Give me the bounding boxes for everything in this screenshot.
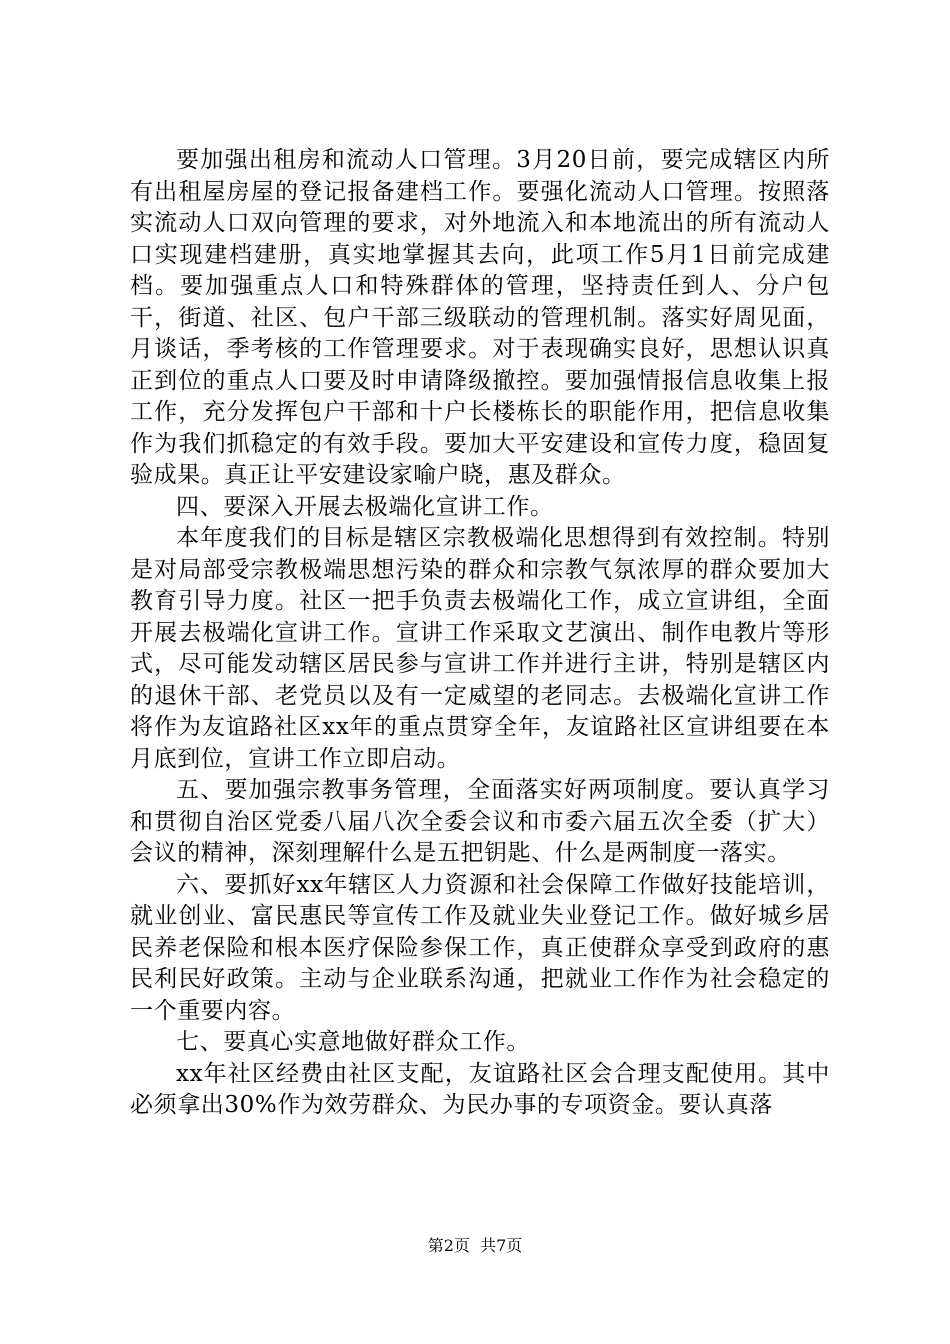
document-body xyxy=(130,145,830,1122)
paragraph-de-extremism: 本年度我们的目标是辖区宗教极端化思想得到有效控制。特别是对局部受宗教极端思想污染的群众和宗教气氛浓厚的群众要加大教育引导力度。社区一把手负责去极端化工作，成立宣讲组，全面开展去极端化宣讲工作。宣讲工作采取文艺演出、制作电教片等形式，尽可能发动辖区居民参与宣讲工作并进行主讲，特别是辖区内的退休干部、老党员以及有一定威望的老同志。去极端化宣讲工作将作为友谊路社区xx年的重点贯穿全年，友谊路社区宣讲组要在本月底到位，宣讲工作立即启动。 xyxy=(130,525,830,772)
heading-section-four: 四、要深入开展去极端化宣讲工作。 xyxy=(176,493,554,520)
paragraph-section-five: 五、要加强宗教事务管理，全面落实好两项制度。要认真学习和贯彻自治区党委八届八次全委会议和市委六届五次全委（扩大）会议的精神，深刻理解什么是五把钥匙、什么是两制度一落实。 xyxy=(130,777,830,866)
paragraph-section-six: 六、要抓好xx年辖区人力资源和社会保障工作做好技能培训，就业创业、富民惠民等宣传工作及就业失业登记工作。做好城乡居民养老保险和根本医疗保险参保工作，真正使群众享受到政府的惠民利民好政策。主动与企业联系沟通，把就业工作作为社会稳定的一个重要内容。 xyxy=(130,871,830,1024)
footer-separator xyxy=(470,1236,480,1255)
heading-section-seven: 七、要真心实意地做好群众工作。 xyxy=(176,1029,530,1055)
paragraph-rental-management: 要加强出租房和流动人口管理。3月20日前，要完成辖区内所有出租屋房屋的登记报备建档工作。要强化流动人口管理。按照落实流动人口双向管理的要求，对外地流入和本地流出的所有流动人口实现建档建册，真实地掌握其去向，此项工作5月1日前完成建档。要加强重点人口和特殊群体的管理，坚持责任到人、分户包干，街道、社区、包户干部三级联动的管理机制。落实好周见面，月谈话，季考核的工作管理要求。对于表现确实良好，思想认识真正到位的重点人口要及时申请降级撤控。要加强情报信息收集上报工作，充分发挥包户干部和十户长楼栋长的职能作用，把信息收集作为我们抓稳定的有效手段。要加大平安建设和宣传力度，稳固复验成果。真正让平安建设家喻户晓，惠及群众。 xyxy=(130,147,830,488)
page-total: 共7页 xyxy=(480,1236,523,1255)
paragraph-community-funds: xx年社区经费由社区支配，友谊路社区会合理支配使用。其中必须拿出30%作为效劳群众、为民办事的专项资金。要认真落 xyxy=(130,1060,830,1118)
page-footer xyxy=(0,1236,950,1256)
page-number: 第2页 xyxy=(427,1236,470,1255)
